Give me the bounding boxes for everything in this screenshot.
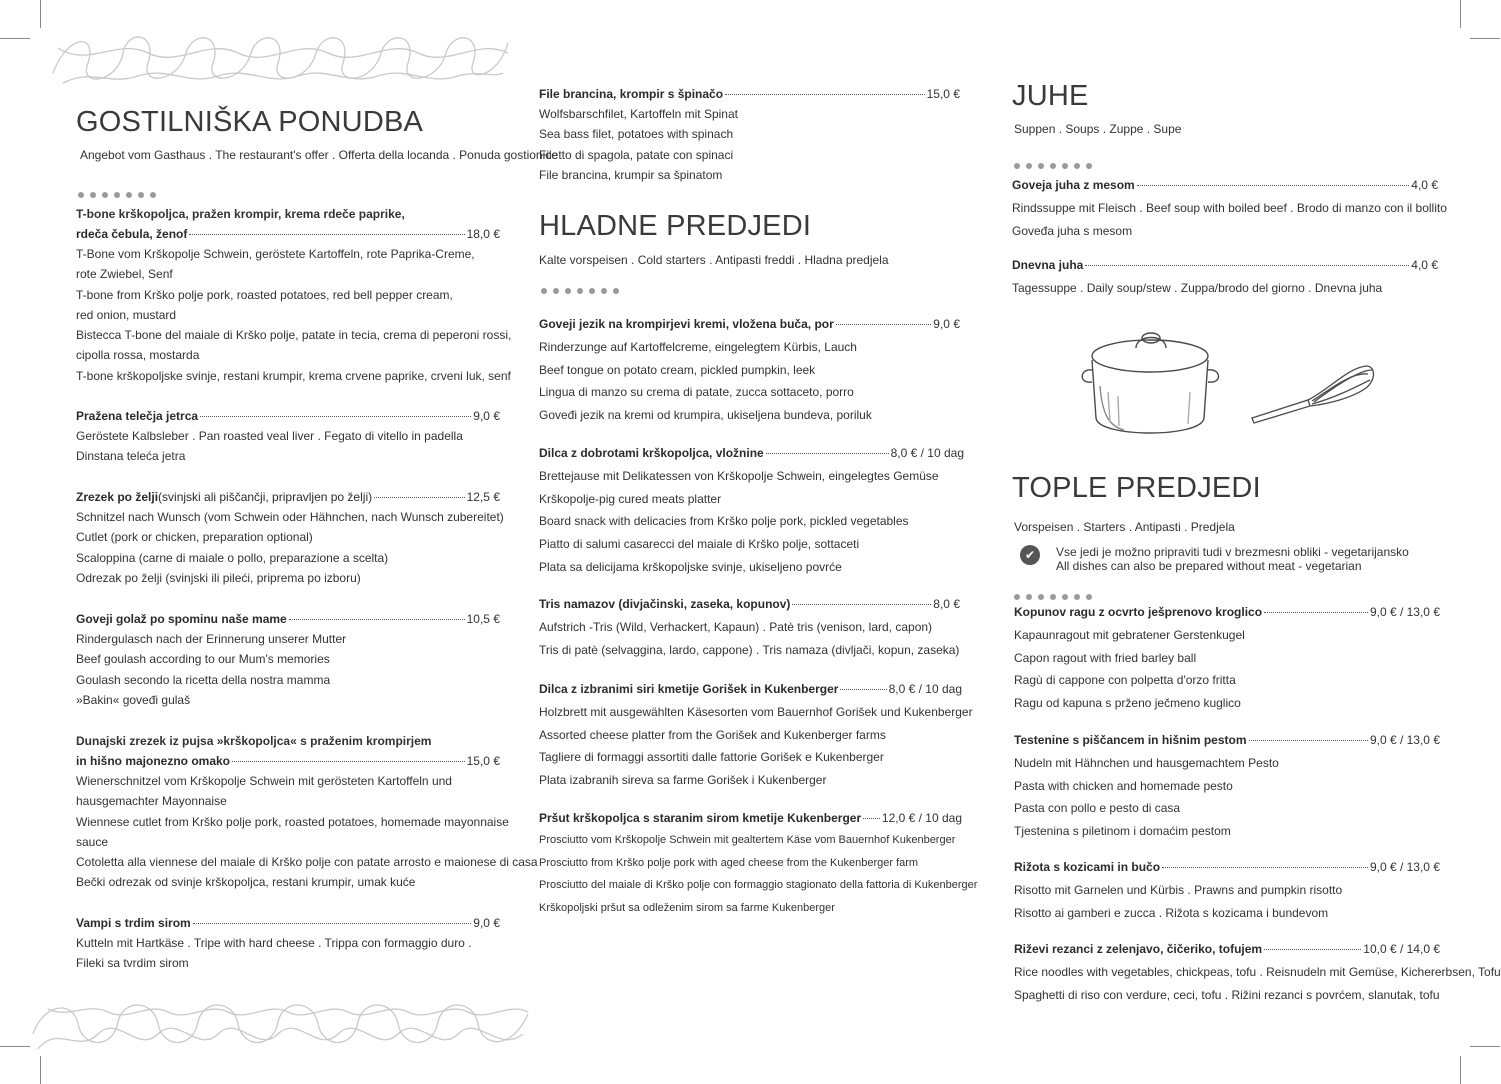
item-desc: hausgemachter Mayonnaise <box>76 794 227 809</box>
item-desc: Sea bass filet, potatoes with spinach <box>539 127 734 142</box>
item-price: 9,0 € <box>473 916 500 930</box>
item-name: Vampi s trdim sirom <box>76 916 191 930</box>
checkmark-icon: ✔ <box>1020 545 1040 565</box>
crop-mark <box>40 1056 41 1084</box>
item-price: 9,0 € <box>933 317 960 331</box>
section-subtitle: Kalte vorspeisen . Cold starters . Antipasti freddi . Hladna predjela <box>539 253 889 267</box>
item-desc: Krškopolje-pig cured meats platter <box>539 491 722 506</box>
item-desc: »Bakin« goveđi gulaš <box>76 692 191 707</box>
dot-divider <box>541 281 625 291</box>
section-subtitle: Angebot vom Gasthaus . The restaurant's offer . Offerta della locanda . Ponuda gostionice <box>80 148 558 162</box>
menu-item <box>539 317 960 431</box>
item-price: 9,0 € / 13,0 € <box>1369 860 1440 874</box>
item-name: Kopunov ragu z ocvrto ješprenovo kroglico <box>1014 605 1263 619</box>
item-price: 8,0 € / 10 dag <box>888 682 962 696</box>
item-price: 9,0 € / 13,0 € <box>1369 605 1440 619</box>
dot-divider <box>78 185 162 195</box>
item-desc: Tjestenina s piletinom i domaćim pestom <box>1014 824 1231 839</box>
item-desc: Holzbrett mit ausgewählten Käsesorten vom Bauernhof Gorišek und Kukenberger <box>539 705 973 719</box>
item-desc: Piatto di salumi casarecci del maiale di Krško polje, sottaceti <box>539 537 860 552</box>
item-name: Pražena telečja jetrca <box>76 409 199 423</box>
item-price: 9,0 € <box>473 409 500 423</box>
menu-item <box>1014 942 1501 1010</box>
item-desc: Ragù di cappone con polpetta d'orzo fritta <box>1014 673 1236 688</box>
item-name: Dunajski zrezek iz pujsa »krškopoljca« s praženim krompirjem <box>76 734 432 748</box>
item-price: 4,0 € <box>1411 178 1438 192</box>
item-desc: Rinderzunge auf Kartoffelcreme, eingelegtem Kürbis, Lauch <box>539 340 857 354</box>
item-desc: Tagliere di formaggi assortiti dalle fattorie Gorišek e Kukenberger <box>539 750 884 765</box>
menu-item <box>76 207 512 389</box>
item-desc: Filetto di spagola, patate con spinaci <box>539 147 734 162</box>
item-desc: Goveđa juha s mesom <box>1012 223 1133 238</box>
item-desc: Fileki sa tvrdim sirom <box>76 956 189 971</box>
item-desc: Board snack with delicacies from Krško polje pork, pickled vegetables <box>539 514 909 529</box>
item-price: 10,0 € / 14,0 € <box>1363 942 1440 956</box>
menu-item <box>76 916 500 977</box>
item-desc: File brancina, krumpir sa špinatom <box>539 167 723 182</box>
menu-item <box>539 811 978 924</box>
item-desc: Pasta with chicken and homemade pesto <box>1014 778 1233 793</box>
item-desc: Kapaunragout mit gebratener Gerstenkugel <box>1014 628 1245 642</box>
item-desc: cipolla rossa, mostarda <box>76 348 200 363</box>
item-desc: Odrezak po želji (svinjski ili pileći, priprema po izboru) <box>76 570 361 585</box>
item-desc: Wienerschnitzel vom Krškopolje Schwein mit gerösteten Kartoffeln und <box>76 774 452 788</box>
menu-item <box>1014 733 1440 847</box>
menu-item <box>1014 605 1440 719</box>
menu-item <box>539 87 960 188</box>
vegetarian-note <box>1020 545 1409 573</box>
item-name: Pršut krškopoljca s staranim sirom kmetije Kukenberger <box>539 811 862 825</box>
item-desc: Rindssuppe mit Fleisch . Beef soup with boiled beef . Brodo di manzo con il bollito <box>1012 201 1447 215</box>
item-desc: Cotoletta alla viennese del maiale di Krško polje con patate arrosto e maionese di casa <box>76 855 538 870</box>
item-desc: Aufstrich -Tris (Wild, Verhackert, Kapaun) . Patè tris (venison, lard, capon) <box>539 620 933 634</box>
item-desc: Nudeln mit Hähnchen und hausgemachtem Pesto <box>1014 756 1279 770</box>
item-name: File brancina, krompir s špinačo <box>539 87 724 101</box>
item-name: Dilca z dobrotami krškopoljca, vložnine <box>539 446 764 460</box>
item-desc: sauce <box>76 834 109 849</box>
section-title-tople: TOPLE PREDJEDI <box>1012 472 1261 504</box>
item-desc: Goulash secondo la ricetta della nostra mamma <box>76 672 331 687</box>
item-desc: Kutteln mit Hartkäse . Tripe with hard cheese . Trippa con formaggio duro . <box>76 936 472 950</box>
item-desc: Tagessuppe . Daily soup/stew . Zuppa/brodo del giorno . Dnevna juha <box>1012 281 1383 295</box>
menu-item <box>539 682 973 796</box>
item-desc: T-bone from Krško polje pork, roasted potatoes, red bell pepper cream, <box>76 287 453 302</box>
whisk-icon <box>1248 360 1378 426</box>
dot-divider <box>1014 587 1098 597</box>
item-desc: Bistecca T-bone del maiale di Krško polje, patate in tecia, crema di peperoni rossi, <box>76 328 512 343</box>
item-desc: Cutlet (pork or chicken, preparation optional) <box>76 530 313 545</box>
swirl-ornament-bottom <box>28 994 538 1058</box>
item-desc: red onion, mustard <box>76 307 177 322</box>
item-price: 12,0 € / 10 dag <box>881 811 962 825</box>
menu-item <box>76 409 500 470</box>
menu-item <box>1014 860 1440 928</box>
swirl-ornament-top <box>48 28 518 88</box>
menu-item <box>76 734 538 896</box>
item-desc: Rice noodles with vegetables, chickpeas, tofu . Reisnudeln mit Gemüse, Kichererbsen, Tofu <box>1014 965 1501 979</box>
section-title-hladne: HLADNE PREDJEDI <box>539 210 812 242</box>
item-desc: Prosciutto vom Krškopolje Schwein mit gealtertem Käse vom Bauernhof Kukenberger <box>539 834 956 846</box>
item-price: 12,5 € <box>466 490 500 504</box>
item-name: in hišno majonezno omako <box>76 754 231 768</box>
item-price: 18,0 € <box>466 227 500 241</box>
item-desc: T-bone krškopoljske svinje, restani krumpir, krema crvene paprike, crveni luk, senf <box>76 368 511 383</box>
section-title-gostilniska: GOSTILNIŠKA PONUDBA <box>76 106 424 138</box>
crop-mark <box>1470 1046 1500 1047</box>
crop-mark <box>40 0 41 28</box>
menu-item <box>76 612 500 713</box>
item-name: T-bone krškopoljca, pražen krompir, krema rdeče paprike, <box>76 207 405 221</box>
item-desc: Krškopoljski pršut sa odleženim sirom sa farme Kukenberger <box>539 901 835 914</box>
item-desc: Assorted cheese platter from the Gorišek and Kukenberger farms <box>539 727 886 742</box>
item-desc: Scaloppina (carne di maiale o pollo, preparazione a scelta) <box>76 550 389 565</box>
item-price: 8,0 € <box>933 597 960 611</box>
item-desc: Pasta con pollo e pesto di casa <box>1014 801 1181 816</box>
item-desc: Wolfsbarschfilet, Kartoffeln mit Spinat <box>539 107 738 121</box>
dot-divider <box>1014 156 1098 166</box>
item-name: Tris namazov (divjačinski, zaseka, kopunov) <box>539 597 791 611</box>
item-desc: Ragu od kapuna s prženo ječmeno kuglico <box>1014 696 1241 711</box>
crop-mark <box>0 1046 30 1047</box>
item-desc: Wiennese cutlet from Krško polje pork, roasted potatoes, homemade mayonnaise <box>76 814 509 829</box>
menu-item <box>1012 178 1447 246</box>
item-desc: Plata izabranih sireva sa farme Gorišek i Kukenberger <box>539 773 827 788</box>
item-desc: Brettejause mit Delikatessen von Krškopolje Schwein, eingelegtes Gemüse <box>539 469 939 483</box>
item-desc: Bečki odrezak od svinje krškopoljca, restani krumpir, umak kuće <box>76 875 416 890</box>
item-desc: Plata sa delicijama krškopoljske svinje, ukiseljeno povrće <box>539 559 842 574</box>
item-desc: Beef goulash according to our Mum's memories <box>76 652 330 667</box>
item-desc: Rindergulasch nach der Erinnerung unserer Mutter <box>76 632 347 646</box>
crop-mark <box>0 38 30 39</box>
section-subtitle: Suppen . Soups . Zuppe . Supe <box>1014 122 1182 136</box>
item-desc: Lingua di manzo su crema di patate, zucca sottaceto, porro <box>539 385 854 400</box>
item-desc: Prosciutto from Krško polje pork with aged cheese from the Kukenberger farm <box>539 856 919 869</box>
item-desc: Prosciutto del maiale di Krško polje con formaggio stagionato della fattoria di Kukenberger <box>539 879 978 891</box>
item-desc: Beef tongue on potato cream, pickled pumpkin, leek <box>539 362 816 377</box>
section-subtitle: Vorspeisen . Starters . Antipasti . Predjela <box>1014 520 1235 534</box>
item-name: Rižota s kozicami in bučo <box>1014 860 1161 874</box>
menu-item <box>539 446 964 582</box>
item-name: Goveji jezik na krompirjevi kremi, vložena buča, por <box>539 317 834 331</box>
menu-item <box>76 490 504 591</box>
item-desc: Goveđi jezik na kremi od krumpira, ukiseljena bundeva, poriluk <box>539 408 872 423</box>
item-name-note: (svinjski ali piščančji, pripravljen po želji) <box>158 490 373 504</box>
cooking-pot-icon <box>1078 326 1228 444</box>
item-desc: Schnitzel nach Wunsch (vom Schwein oder Hähnchen, nach Wunsch zubereitet) <box>76 510 504 524</box>
item-price: 15,0 € <box>926 87 960 101</box>
veg-note-line: All dishes can also be prepared without meat - vegetarian <box>1056 559 1362 573</box>
item-name: rdeča čebula, ženof <box>76 227 188 241</box>
item-desc: T-Bone vom Krškopolje Schwein, geröstete Kartoffeln, rote Paprika-Creme, <box>76 247 475 261</box>
item-price: 8,0 € / 10 dag <box>890 446 964 460</box>
item-desc: Risotto mit Garnelen und Kürbis . Prawns and pumpkin risotto <box>1014 883 1343 897</box>
item-desc: Tris di patè (selvaggina, lardo, cappone) . Tris namaza (divljači, kopun, zaseka) <box>539 642 960 657</box>
menu-item <box>539 597 960 665</box>
item-desc: Capon ragout with fried barley ball <box>1014 650 1197 665</box>
item-desc: Risotto ai gamberi e zucca . Rižota s kozicama i bundevom <box>1014 905 1329 920</box>
item-desc: Spaghetti di riso con verdure, ceci, tofu . Rižini rezanci s povrćem, slanutak, tofu <box>1014 987 1440 1002</box>
crop-mark <box>1460 0 1461 28</box>
item-desc: Dinstana teleća jetra <box>76 449 186 464</box>
item-name: Dilca z izbranimi siri kmetije Gorišek in Kukenberger <box>539 682 839 696</box>
item-name: Goveji golaž po spominu naše mame <box>76 612 287 626</box>
item-name: Zrezek po želji <box>76 490 159 504</box>
menu-item <box>1012 258 1438 304</box>
section-title-juhe: JUHE <box>1012 80 1089 112</box>
crop-mark <box>1460 1056 1461 1084</box>
item-name: Riževi rezanci z zelenjavo, čičeriko, tofujem <box>1014 942 1263 956</box>
item-desc: Geröstete Kalbsleber . Pan roasted veal liver . Fegato di vitello in padella <box>76 429 463 443</box>
item-name: Dnevna juha <box>1012 258 1084 272</box>
item-name: Testenine s piščancem in hišnim pestom <box>1014 733 1247 747</box>
item-price: 9,0 € / 13,0 € <box>1369 733 1440 747</box>
crop-mark <box>1470 38 1500 39</box>
item-price: 4,0 € <box>1411 258 1438 272</box>
veg-note-line: Vse jedi je možno pripraviti tudi v brezmesni obliki - vegetarijansko <box>1056 545 1409 559</box>
item-price: 10,5 € <box>466 612 500 626</box>
item-desc: rote Zwiebel, Senf <box>76 267 173 282</box>
item-name: Goveja juha z mesom <box>1012 178 1135 192</box>
item-price: 15,0 € <box>466 754 500 768</box>
